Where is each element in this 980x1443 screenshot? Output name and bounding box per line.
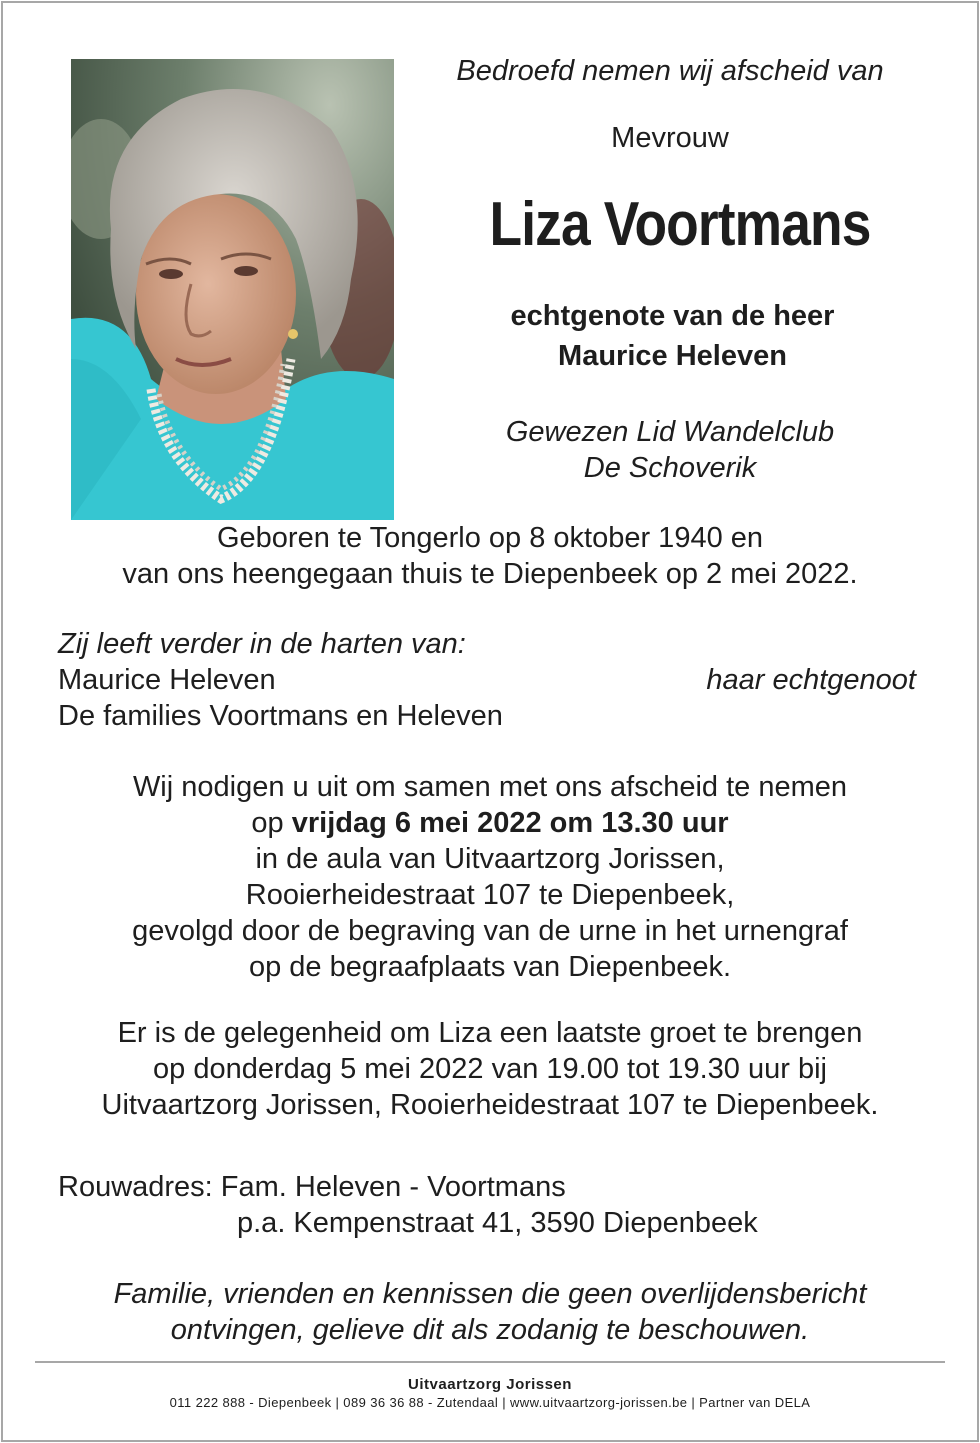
birth-line-2: van ons heengegaan thuis te Diepenbeek op 2 mei 2022. [122, 558, 858, 590]
notice-line-1: Familie, vrienden en kennissen die geen overlijdensbericht [113, 1278, 867, 1310]
ceremony-date-line [0, 805, 980, 841]
spouse-line-1: echtgenote van de heer [510, 300, 835, 332]
ceremony-line-6: op de begraafplaats van Diepenbeek. [248, 951, 732, 983]
ceremony-line-4: Rooierheidestraat 107 te Diepenbeek, [245, 879, 735, 911]
family-member-relation: haar echtgenoot [706, 664, 916, 696]
ceremony-date: vrijdag 6 mei 2022 om 13.30 uur [291, 807, 729, 839]
visit-line-2: op donderdag 5 mei 2022 van 19.00 tot 19.30 uur bij [153, 1053, 827, 1085]
footer-company: Uitvaartzorg Jorissen [408, 1376, 572, 1393]
deceased-name: Liza Voortmans [489, 190, 871, 259]
visit-line-3: Uitvaartzorg Jorissen, Rooierheidestraat 107 te Diepenbeek. [101, 1089, 879, 1121]
footer-contact: 011 222 888 - Diepenbeek | 089 36 36 88 - Zutendaal | www.uitvaartzorg-jorissen.be | Partner van DELA [169, 1395, 811, 1410]
spouse-line-2: Maurice Heleven [558, 340, 787, 372]
visit-line-1: Er is de gelegenheid om Liza een laatste groet te brengen [117, 1017, 863, 1049]
ceremony-line-5: gevolgd door de begraving van de urne in het urnengraf [132, 915, 848, 947]
intro-text: Bedroefd nemen wij afscheid van [456, 55, 884, 87]
salutation: Mevrouw [611, 122, 729, 154]
notice-line-2: ontvingen, gelieve dit als zodanig te beschouwen. [170, 1314, 810, 1346]
ceremony-date-prefix: op [251, 807, 284, 839]
club-line-2: De Schoverik [583, 452, 757, 484]
family-member-name: Maurice Heleven [58, 664, 276, 696]
club-line-1: Gewezen Lid Wandelclub [505, 416, 835, 448]
family-heading: Zij leeft verder in de harten van: [58, 628, 466, 660]
address-line-2: p.a. Kempenstraat 41, 3590 Diepenbeek [237, 1207, 758, 1239]
address-line-1: Rouwadres: Fam. Heleven - Voortmans [58, 1171, 566, 1203]
family-member-name: De families Voortmans en Heleven [58, 700, 503, 732]
portrait-photo [71, 59, 394, 520]
ceremony-line-3: in de aula van Uitvaartzorg Jorissen, [255, 843, 725, 875]
ceremony-line-1: Wij nodigen u uit om samen met ons afscheid te nemen [132, 771, 848, 803]
birth-line-1: Geboren te Tongerlo op 8 oktober 1940 en [216, 522, 764, 554]
footer-divider [35, 1361, 945, 1363]
